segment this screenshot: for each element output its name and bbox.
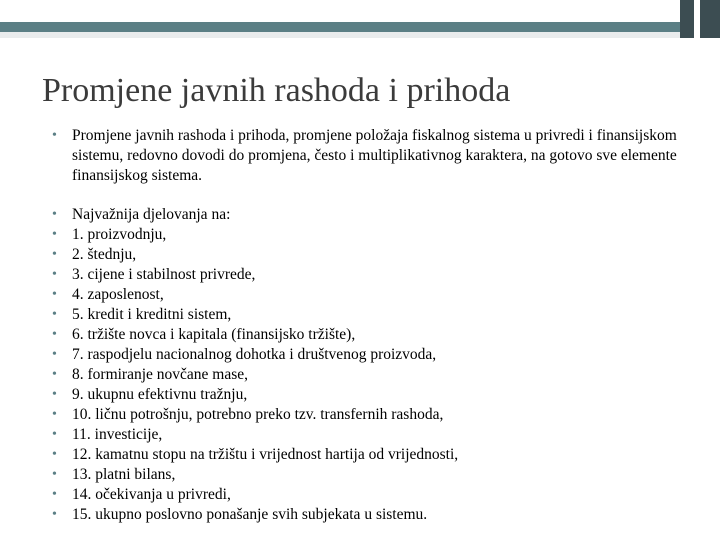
intro-item	[52, 126, 692, 186]
list-item-text: 7. raspodjelu nacionalnog dohotka i društvenog proizvoda,	[72, 346, 437, 363]
bullet-icon: •	[52, 387, 57, 402]
bullet-icon: •	[52, 327, 57, 342]
list-item	[52, 265, 692, 285]
bullet-icon: •	[52, 407, 57, 422]
list-item-text: 5. kredit i kreditni sistem,	[72, 306, 232, 323]
bullet-icon: •	[52, 467, 57, 482]
accent-bar-light	[0, 32, 680, 38]
bullet-icon: •	[52, 347, 57, 362]
bullet-icon: •	[52, 207, 57, 222]
list-item	[52, 225, 692, 245]
list-item	[52, 465, 692, 485]
list-item	[52, 285, 692, 305]
list-item-text: Najvažnija djelovanja na:	[72, 206, 231, 223]
list-item-text: 12. kamatnu stopu na tržištu i vrijednost hartija od vrijednosti,	[72, 446, 459, 463]
list-item	[52, 325, 692, 345]
bullet-icon: •	[52, 307, 57, 322]
slide-title: Promjene javnih rashoda i prihoda	[42, 72, 511, 109]
corner-strip	[694, 0, 700, 38]
bullet-icon: •	[52, 447, 57, 462]
list-item-text: 1. proizvodnju,	[72, 226, 167, 243]
list-item	[52, 505, 692, 525]
list-item	[52, 245, 692, 265]
bullet-icon: •	[52, 427, 57, 442]
list-item-text: 2. štednju,	[72, 246, 137, 263]
effects-list	[52, 205, 692, 525]
bullet-icon: •	[52, 367, 57, 382]
list-item	[52, 385, 692, 405]
list-item-text: 4. zaposlenost,	[72, 286, 164, 303]
list-item-text: 11. investicije,	[72, 426, 163, 443]
bullet-icon: •	[52, 287, 57, 302]
bullet-icon: •	[52, 128, 57, 143]
list-item-text: 13. platni bilans,	[72, 466, 176, 483]
corner-block	[680, 0, 720, 38]
list-item-text: 14. očekivanja u privredi,	[72, 486, 231, 503]
list-item-text: 8. formiranje novčane mase,	[72, 366, 249, 383]
bullet-icon: •	[52, 227, 57, 242]
bullet-icon: •	[52, 267, 57, 282]
list-item	[52, 485, 692, 505]
list-item	[52, 345, 692, 365]
intro-text: Promjene javnih rashoda i prihoda, promjene položaja fiskalnog sistema u privredi i finansijskom sistemu, redovno dovodi do promjena, često i multiplikativnog karaktera, na gotovo sve elemente finansijskog sistema.	[72, 127, 677, 184]
list-item	[52, 305, 692, 325]
list-item	[52, 425, 692, 445]
list-item-text: 3. cijene i stabilnost privrede,	[72, 266, 256, 283]
list-item-text: 6. tržište novca i kapitala (finansijsko tržište),	[72, 326, 356, 343]
list-item	[52, 405, 692, 425]
list-item-text: 10. ličnu potrošnju, potrebno preko tzv. transfernih rashoda,	[72, 406, 444, 423]
bullet-icon: •	[52, 247, 57, 262]
bullet-icon: •	[52, 507, 57, 522]
header-decoration	[0, 0, 720, 38]
intro-list	[52, 126, 692, 186]
list-item-text: 15. ukupno poslovno ponašanje svih subjekata u sistemu.	[72, 506, 428, 523]
bullet-icon: •	[52, 487, 57, 502]
list-item	[52, 445, 692, 465]
list-item-text: 9. ukupnu efektivnu tražnju,	[72, 386, 248, 403]
accent-bar	[0, 22, 680, 32]
list-item	[52, 365, 692, 385]
list-item	[52, 205, 692, 225]
